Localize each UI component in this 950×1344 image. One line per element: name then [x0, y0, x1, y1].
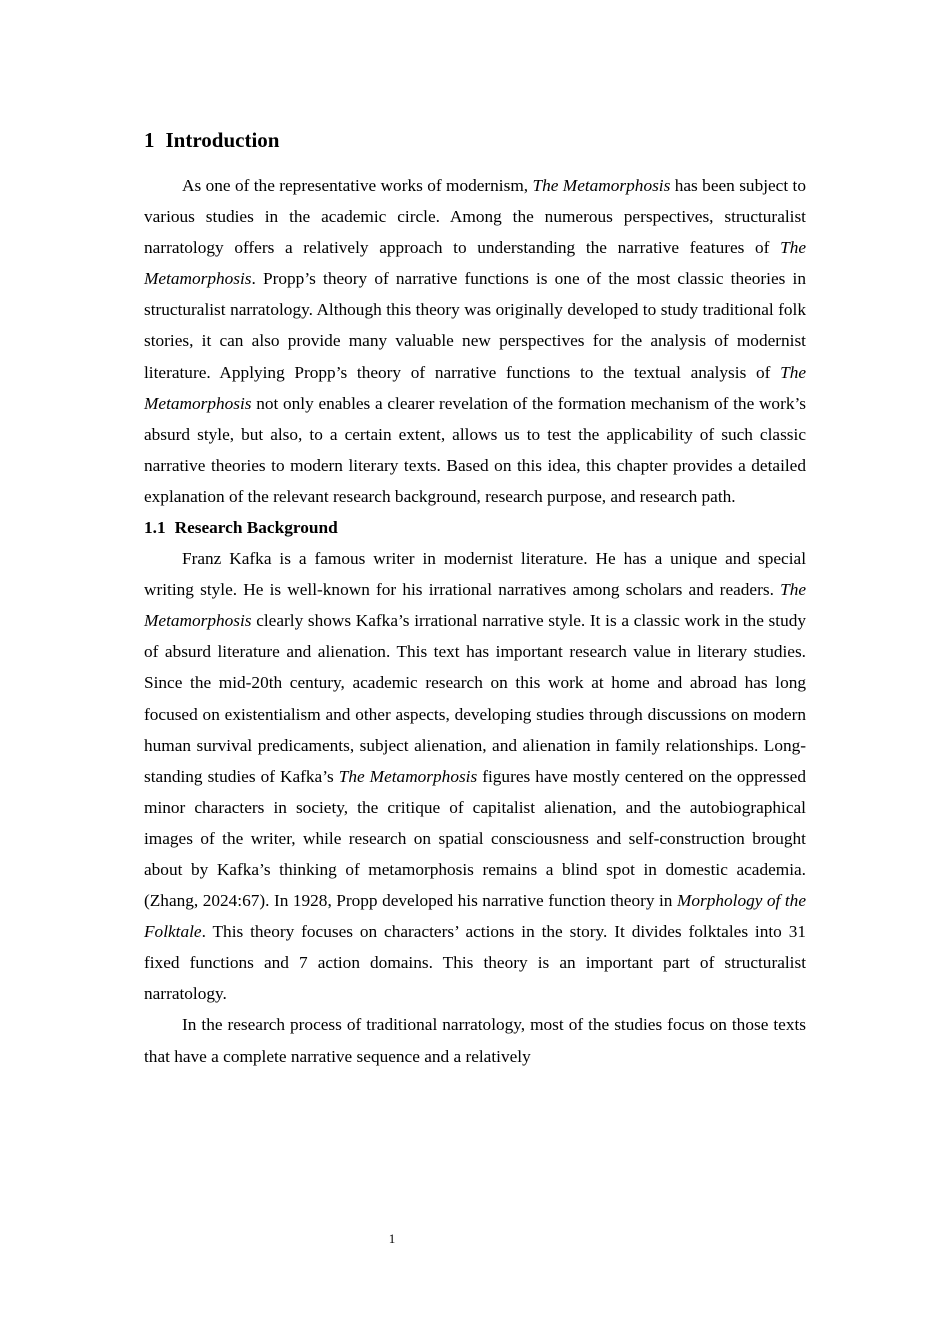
section-heading [144, 512, 806, 543]
italic-title: The Metamorphosis [144, 362, 806, 413]
chapter-title: Introduction [165, 128, 280, 152]
italic-title: The Metamorphosis [144, 238, 806, 289]
document-page [144, 124, 806, 1072]
chapter-number: 1 [144, 128, 155, 152]
chapter-heading [144, 124, 806, 156]
intro-paragraph: As one of the representative works of modernism, The Metamorphosis has been subject to various studies in the academic circle. Among the numerous perspectives, structuralist narratology offers a relatively approach to understanding the narrative features of The Metamorphosis. Propp’s theory of narrative functions is one of the most classic theories in structuralist narratology. Although this theory was originally developed to study traditional folk stories, it can also provide many valuable new perspectives for the analysis of modernist literature. Applying Propp’s theory of narrative functions to the textual analysis of The Metamorphosis not only enables a clearer revelation of the formation mechanism of the work’s absurd style, but also, to a certain extent, allows us to test the applicability of such classic narrative theories to modern literary texts. Based on this idea, this chapter provides a detailed explanation of the relevant research background, research purpose, and research path. [144, 176, 806, 506]
page-number: 1 [388, 1231, 396, 1246]
background-paragraph-1: Franz Kafka is a famous writer in modernist literature. He has a unique and special writing style. He is well-known for his irrational narratives among scholars and readers. The Metamorphosis clearly shows Kafka’s irrational narrative style. It is a classic work in the study of absurd literature and alienation. This text has important research value in literary studies. Since the mid-20th century, academic research on this work at home and abroad has long focused on existentialism and other aspects, developing studies through discussions on modern human survival predicaments, subject alienation, and alienation in family relationships. Long-standing studies of Kafka’s The Metamorphosis figures have mostly centered on the oppressed minor characters in society, the critique of capitalist alienation, and the autobiographical images of the writer, while research on spatial consciousness and self-construction brought about by Kafka’s thinking of metamorphosis remains a blind spot in domestic academia.(Zhang, 2024:67). In 1928, Propp developed his narrative function theory in Morphology of the Folktale. This theory focuses on characters’ actions in the story. It divides folktales into 31 fixed functions and 7 action domains. This theory is an important part of structuralist narratology. [144, 549, 806, 1004]
section-title: Research Background [174, 518, 338, 538]
section-number: 1.1 [144, 518, 166, 538]
background-paragraph-2: In the research process of traditional narratology, most of the studies focus on those texts that have a complete narrative sequence and a relatively [144, 1015, 806, 1066]
italic-title: The Metamorphosis [338, 766, 478, 786]
italic-title: The Metamorphosis [144, 580, 806, 631]
italic-title: The Metamorphosis [532, 176, 671, 195]
italic-title: Morphology of the Folktale [144, 891, 806, 942]
